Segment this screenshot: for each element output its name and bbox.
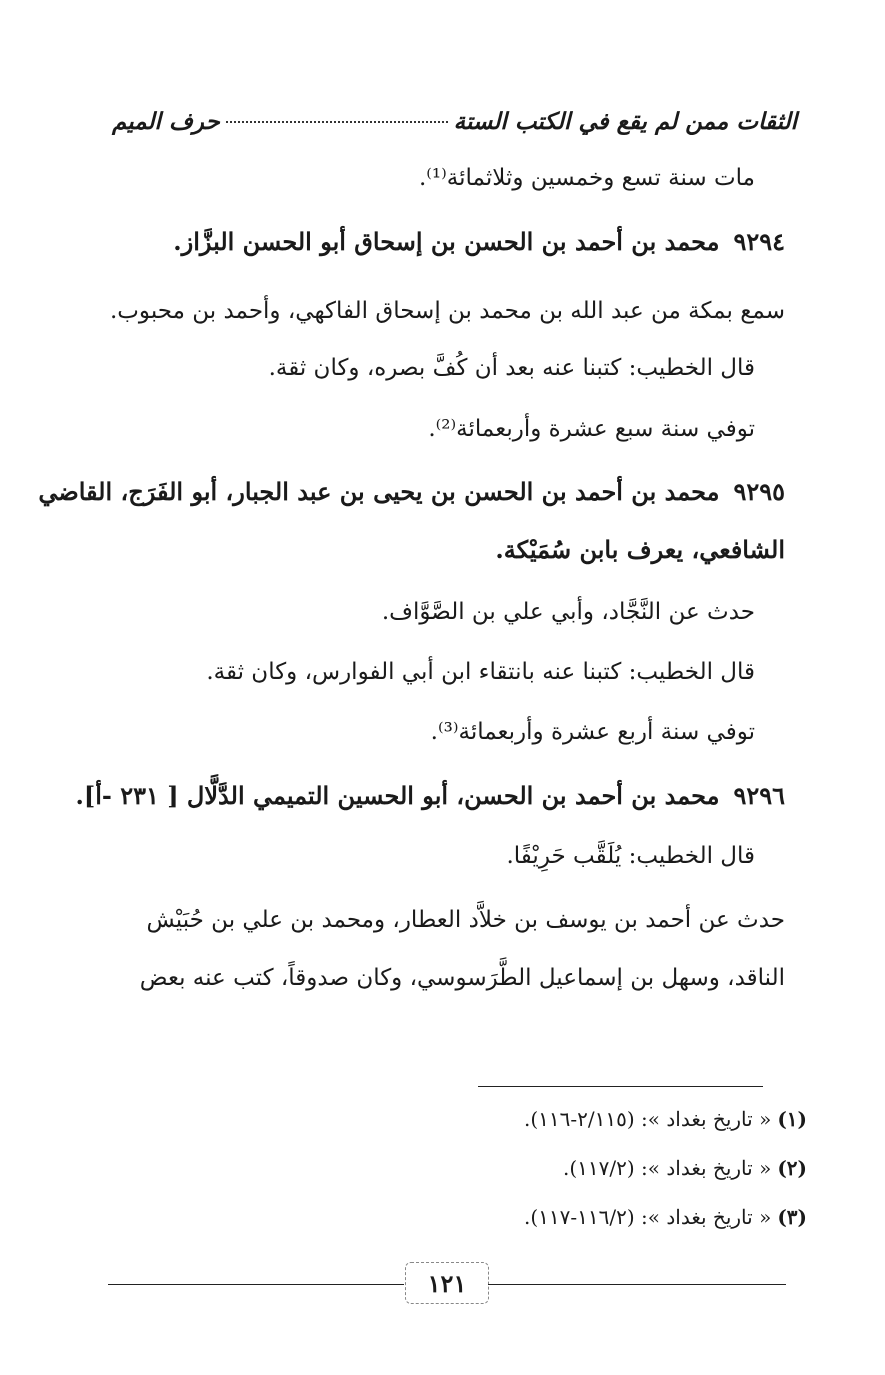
header-left-title: حرف الميم (112, 108, 220, 135)
footnote-text: « تاريخ بغداد »: (١١٦/٢-١١٧). (524, 1205, 772, 1229)
text-line: مات سنة تسع وخمسين وثلاثمائة⁽¹⁾. (418, 165, 755, 191)
bottom-rule-left (108, 1284, 404, 1285)
entry-heading-9296 (75, 780, 785, 812)
entry-heading-9294 (173, 226, 785, 258)
footnote-number: (٢) (777, 1156, 807, 1180)
text-line: قال الخطيب: كتبنا عنه بعد أن كُفَّ بصره، وكان ثقة. (268, 355, 755, 381)
text-line: قال الخطيب: يُلَقَّب حَرِيْفًا. (506, 843, 755, 869)
entry-number: ٩٢٩٥ (733, 477, 785, 506)
footnote-number: (١) (777, 1107, 807, 1131)
entry-title: محمد بن أحمد بن الحسن، أبو الحسين التميمي الدَّلَّال [ ٢٣١ -أ]. (75, 781, 720, 810)
text-line: توفي سنة سبع عشرة وأربعمائة⁽²⁾. (428, 416, 755, 442)
text-line: توفي سنة أربع عشرة وأربعمائة⁽³⁾. (430, 719, 755, 745)
text-line: الناقد، وسهل بن إسماعيل الطَّرَسوسي، وكان صدوقاً، كتب عنه بعض (139, 965, 785, 991)
footnote-number: (٣) (777, 1205, 807, 1229)
header-right-title: الثقات ممن لم يقع في الكتب الستة (453, 108, 797, 135)
text-line: سمع بمكة من عبد الله بن محمد بن إسحاق الفاكهي، وأحمد بن محبوب. (109, 298, 785, 324)
footnote-3 (524, 1202, 807, 1232)
header-dot-leader (226, 121, 448, 123)
text-line: حدث عن النَّجَّاد، وأبي علي بن الصَّوَّاف. (381, 599, 755, 625)
page-number: ١٢١ (405, 1262, 489, 1304)
entry-title-continuation: الشافعي، يعرف بابن سُمَيْكة. (495, 535, 785, 564)
footnote-1 (524, 1104, 807, 1134)
entry-title: محمد بن أحمد بن الحسن بن إسحاق أبو الحسن البزَّاز. (173, 227, 720, 256)
bottom-rule-right (488, 1284, 786, 1285)
footnote-text: « تاريخ بغداد »: (١١٧/٢). (563, 1156, 772, 1180)
text-line: حدث عن أحمد بن يوسف بن خلاَّد العطار، ومحمد بن علي بن حُبَيْش (146, 907, 785, 933)
footnote-2 (563, 1153, 807, 1183)
footnote-text: « تاريخ بغداد »: (٢/١١٥-١١٦). (524, 1107, 772, 1131)
entry-number: ٩٢٩٤ (733, 227, 785, 256)
text-line: قال الخطيب: كتبنا عنه بانتقاء ابن أبي الفوارس، وكان ثقة. (206, 659, 755, 685)
entry-number: ٩٢٩٦ (733, 781, 785, 810)
running-header (112, 108, 797, 135)
entry-title: محمد بن أحمد بن الحسن بن يحيى بن عبد الجبار، أبو الفَرَج، القاضي (38, 477, 720, 506)
entry-heading-9295 (38, 476, 785, 508)
footnote-separator (478, 1086, 763, 1087)
